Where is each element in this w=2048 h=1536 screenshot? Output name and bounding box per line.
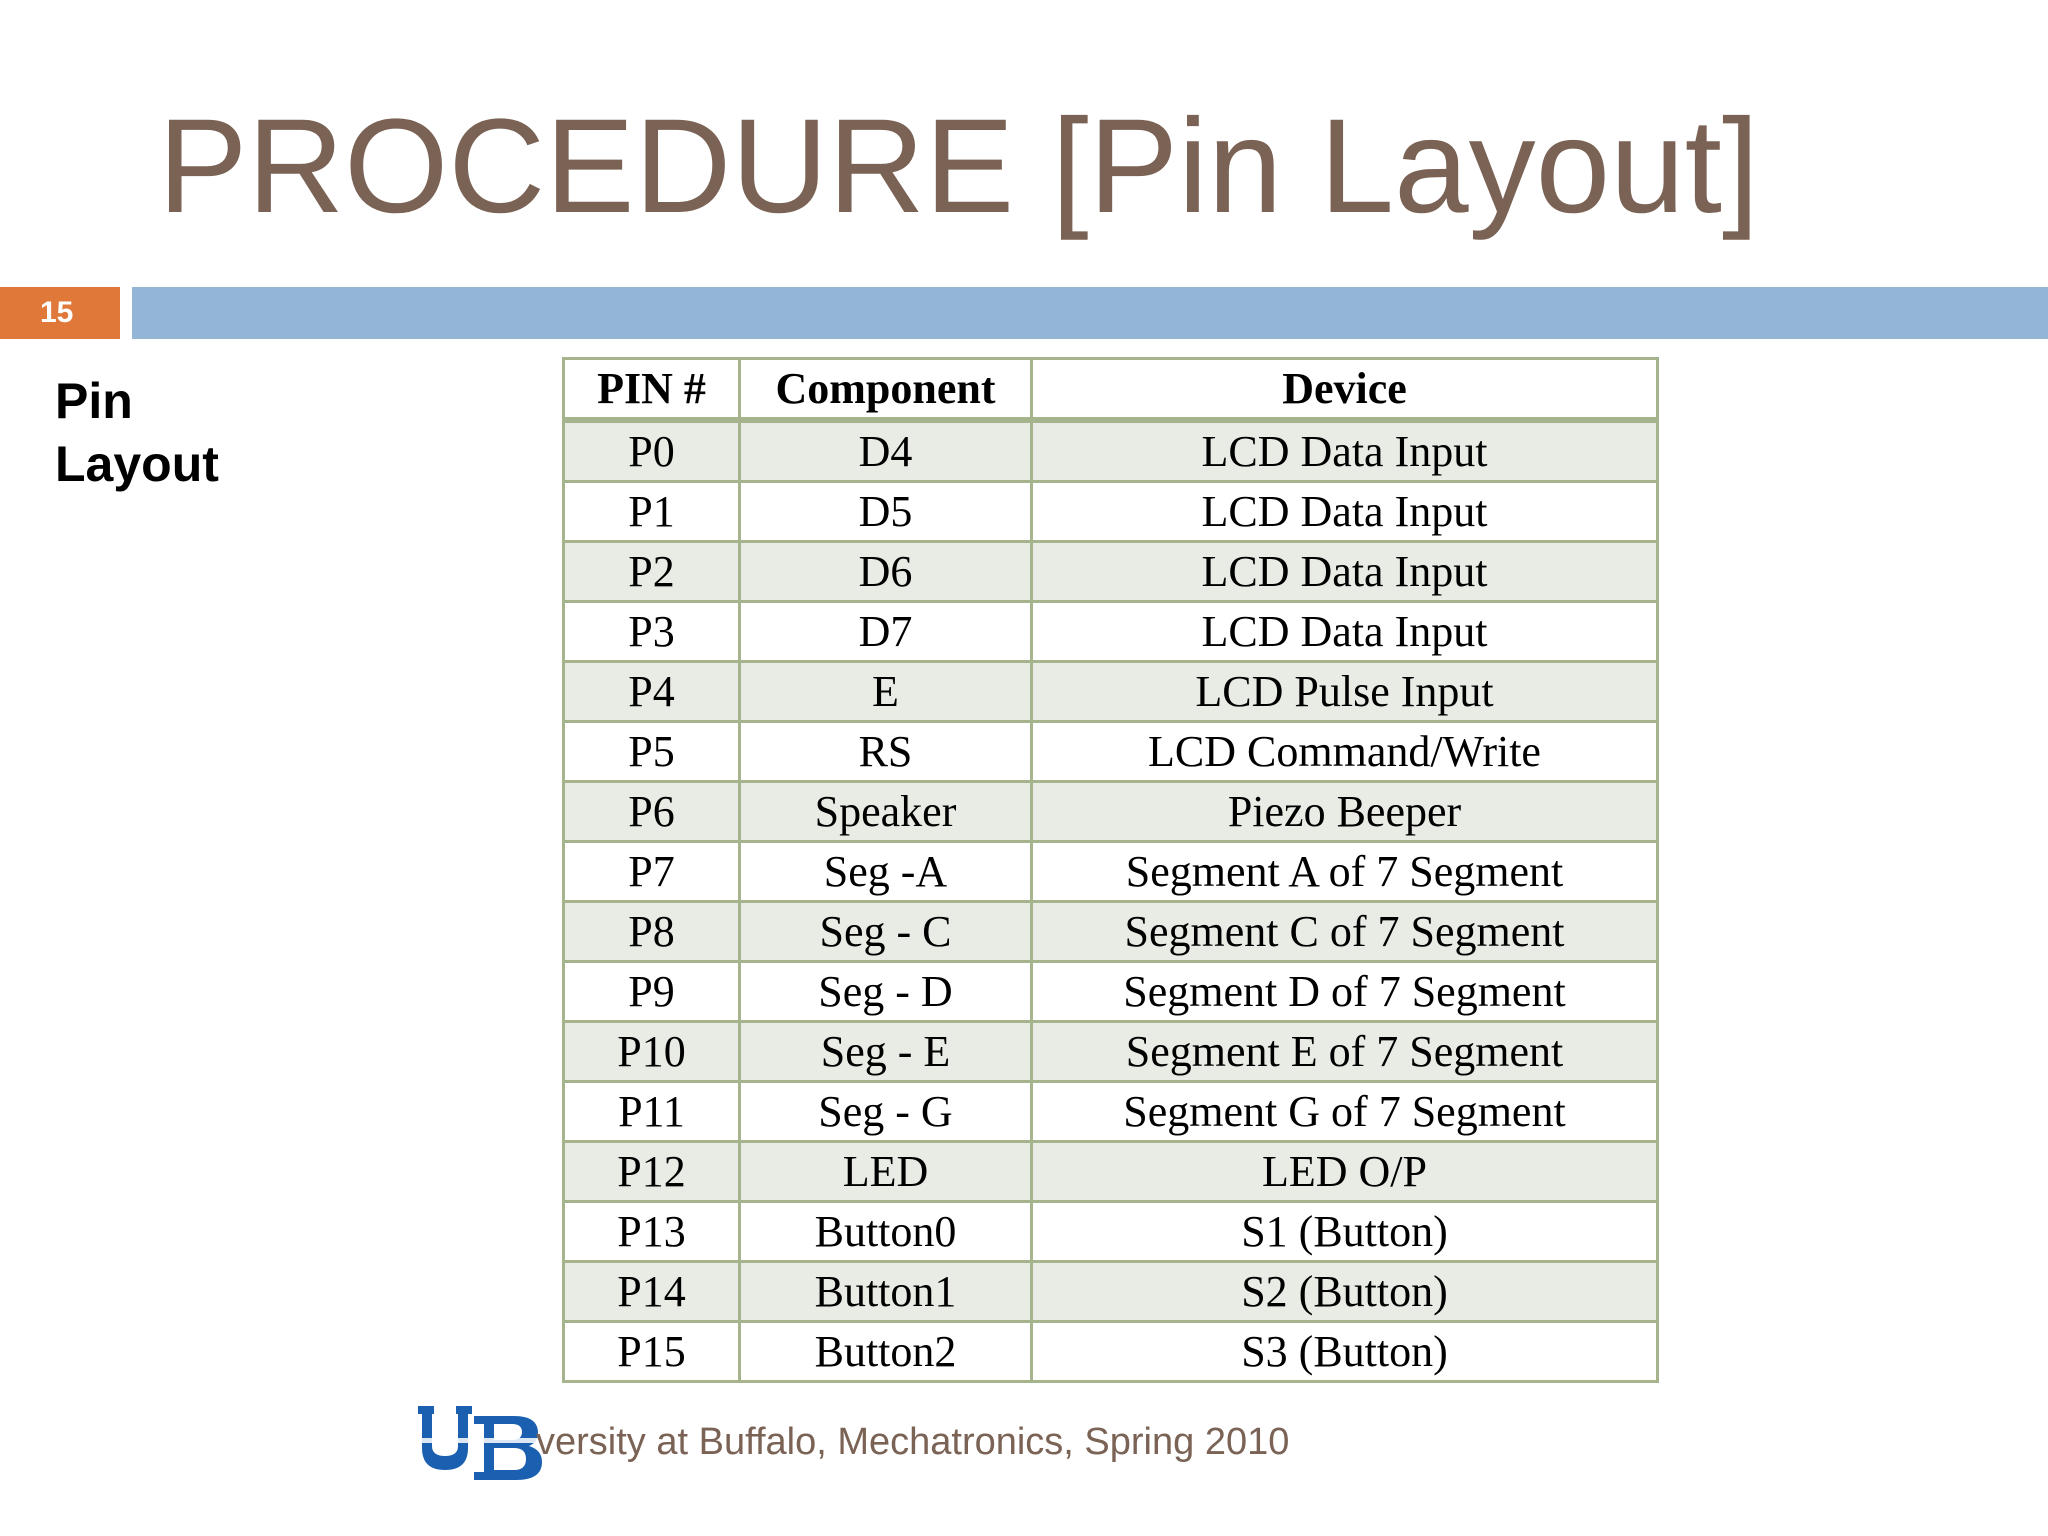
table-row [564, 1322, 1658, 1382]
component-cell: Seg - G [740, 1082, 1032, 1142]
component-cell: Button0 [740, 1202, 1032, 1262]
table-row [564, 1022, 1658, 1082]
table-row [564, 1262, 1658, 1322]
device-cell: LCD Command/Write [1032, 722, 1658, 782]
component-cell: Seg -A [740, 842, 1032, 902]
table-row [564, 962, 1658, 1022]
table-row [564, 1142, 1658, 1202]
table-row [564, 902, 1658, 962]
footer-text: versity at Buffalo, Mechatronics, Spring 2010 [536, 1421, 1290, 1463]
pin-cell: P6 [564, 782, 740, 842]
slide-title: PROCEDURE [Pin Layout] [158, 92, 1760, 241]
component-cell: LED [740, 1142, 1032, 1202]
device-cell: LCD Data Input [1032, 482, 1658, 542]
pin-cell: P3 [564, 602, 740, 662]
device-cell: S1 (Button) [1032, 1202, 1658, 1262]
pin-cell: P7 [564, 842, 740, 902]
device-cell: Segment C of 7 Segment [1032, 902, 1658, 962]
device-cell: LCD Data Input [1032, 602, 1658, 662]
component-cell: Button2 [740, 1322, 1032, 1382]
table-row [564, 542, 1658, 602]
table-row [564, 602, 1658, 662]
pin-cell: P1 [564, 482, 740, 542]
side-heading-line-1: Pin [55, 373, 133, 429]
table-body [564, 420, 1658, 1382]
device-cell: LCD Data Input [1032, 542, 1658, 602]
component-cell: RS [740, 722, 1032, 782]
pin-cell: P14 [564, 1262, 740, 1322]
component-cell: E [740, 662, 1032, 722]
component-cell: D4 [740, 420, 1032, 482]
pin-cell: P11 [564, 1082, 740, 1142]
table-row [564, 662, 1658, 722]
component-cell: Seg - E [740, 1022, 1032, 1082]
header-device: Device [1032, 359, 1658, 421]
device-cell: S3 (Button) [1032, 1322, 1658, 1382]
header-pin: PIN # [564, 359, 740, 421]
table-row [564, 842, 1658, 902]
pin-cell: P15 [564, 1322, 740, 1382]
component-cell: D7 [740, 602, 1032, 662]
pin-cell: P10 [564, 1022, 740, 1082]
component-cell: Seg - C [740, 902, 1032, 962]
device-cell: Segment D of 7 Segment [1032, 962, 1658, 1022]
table-row [564, 722, 1658, 782]
side-heading [55, 370, 355, 496]
header-component: Component [740, 359, 1032, 421]
pin-cell: P5 [564, 722, 740, 782]
pin-cell: P8 [564, 902, 740, 962]
device-cell: LED O/P [1032, 1142, 1658, 1202]
pin-cell: P12 [564, 1142, 740, 1202]
side-heading-line-2: Layout [55, 436, 219, 492]
pin-cell: P13 [564, 1202, 740, 1262]
pin-cell: P2 [564, 542, 740, 602]
device-cell: Segment G of 7 Segment [1032, 1082, 1658, 1142]
pin-cell: P4 [564, 662, 740, 722]
device-cell: Piezo Beeper [1032, 782, 1658, 842]
ub-logo-icon [412, 1402, 544, 1482]
table-row [564, 782, 1658, 842]
slide-number-badge: 15 [0, 287, 120, 339]
table-header-row [564, 359, 1658, 421]
device-cell: LCD Data Input [1032, 420, 1658, 482]
table-row [564, 420, 1658, 482]
title-divider-bar [132, 287, 2048, 339]
pin-cell: P9 [564, 962, 740, 1022]
pin-cell: P0 [564, 420, 740, 482]
table-row [564, 1202, 1658, 1262]
table-row [564, 482, 1658, 542]
device-cell: Segment A of 7 Segment [1032, 842, 1658, 902]
device-cell: Segment E of 7 Segment [1032, 1022, 1658, 1082]
device-cell: S2 (Button) [1032, 1262, 1658, 1322]
component-cell: D5 [740, 482, 1032, 542]
component-cell: Button1 [740, 1262, 1032, 1322]
table-row [564, 1082, 1658, 1142]
component-cell: Seg - D [740, 962, 1032, 1022]
pin-layout-table [562, 357, 1659, 1383]
device-cell: LCD Pulse Input [1032, 662, 1658, 722]
component-cell: D6 [740, 542, 1032, 602]
component-cell: Speaker [740, 782, 1032, 842]
